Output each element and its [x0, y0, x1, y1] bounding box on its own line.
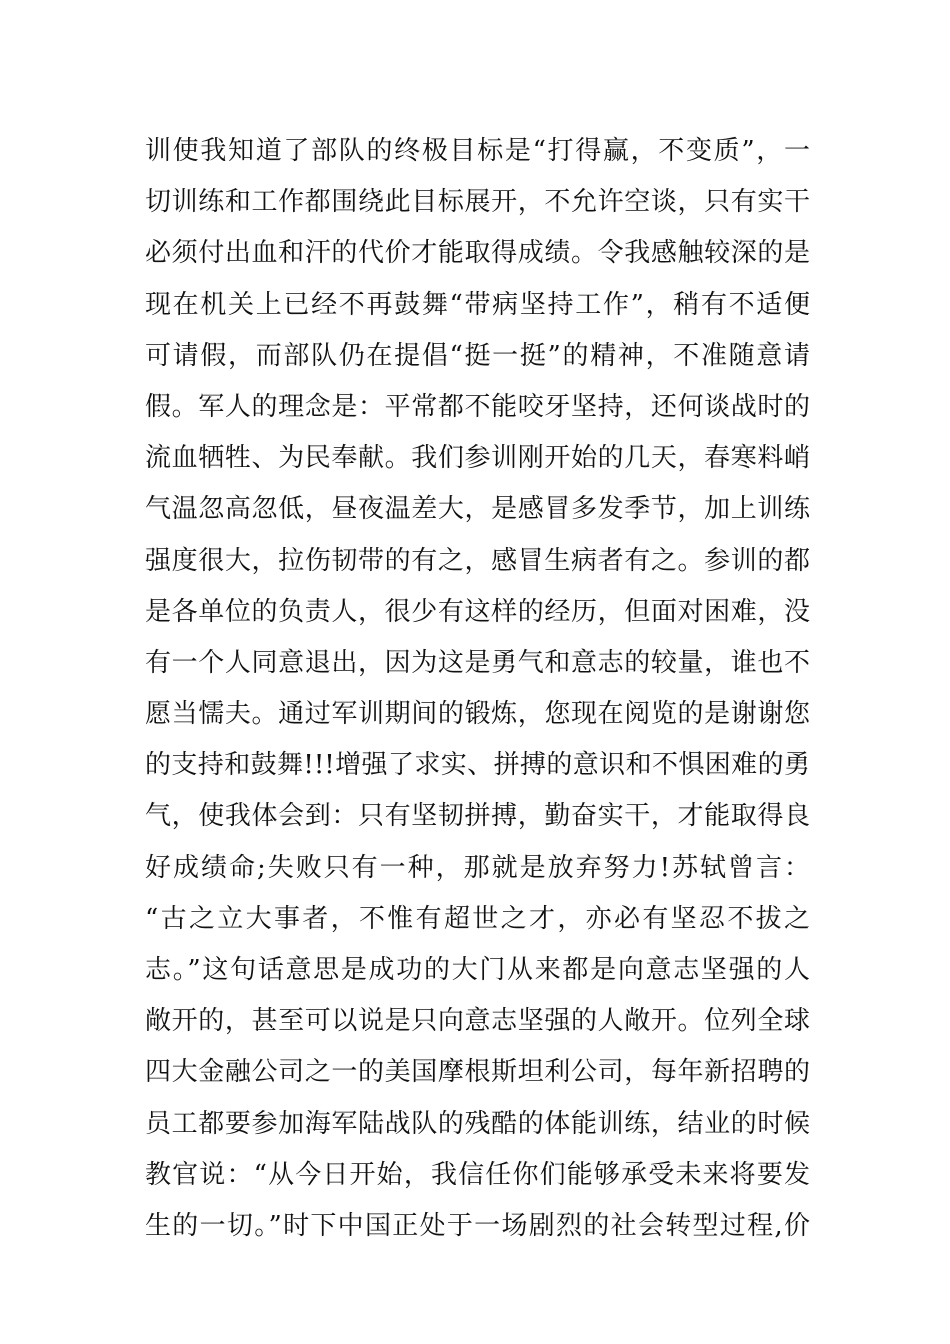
text-line: 是各单位的负责人，很少有这样的经历，但面对困难，没: [145, 596, 810, 627]
body-text: [145, 126, 810, 1252]
text-line: 强度很大，拉伤韧带的有之，感冒生病者有之。参训的都: [145, 545, 810, 576]
text-line: 四大金融公司之一的美国摩根斯坦利公司，每年新招聘的: [145, 1057, 810, 1088]
text-line: 必须付出血和汗的代价才能取得成绩。令我感触较深的是: [145, 238, 810, 269]
text-line: 教官说：“从今日开始，我信任你们能够承受未来将要发: [145, 1159, 810, 1190]
text-line: 切训练和工作都围绕此目标展开，不允许空谈，只有实干: [145, 187, 810, 218]
text-line: 愿当懦夫。通过军训期间的锻炼，您现在阅览的是谢谢您: [145, 699, 810, 730]
text-line: 气，使我体会到：只有坚韧拼搏，勤奋实干，才能取得良: [145, 801, 810, 832]
text-line: 敞开的，甚至可以说是只向意志坚强的人敞开。位列全球: [145, 1006, 810, 1037]
text-line: 训使我知道了部队的终极目标是“打得赢，不变质”，一: [145, 136, 810, 166]
text-line: 气温忽高忽低，昼夜温差大，是感冒多发季节，加上训练: [145, 494, 810, 525]
text-line: 可请假，而部队仍在提倡“挺一挺”的精神，不准随意请: [145, 340, 810, 371]
text-line: 好成绩命;失败只有一种，那就是放弃努力!苏轼曾言：: [145, 852, 810, 883]
text-line: 生的一切。”时下中国正处于一场剧烈的社会转型过程,价: [145, 1210, 810, 1241]
text-line: “古之立大事者，不惟有超世之才，亦必有坚忍不拔之: [145, 903, 810, 934]
text-line: 的支持和鼓舞!!!增强了求实、拼搏的意识和不惧困难的勇: [145, 750, 810, 781]
text-line: 流血牺牲、为民奉献。我们参训刚开始的几天，春寒料峭: [145, 443, 810, 474]
text-line: 志。”这句话意思是成功的大门从来都是向意志坚强的人: [145, 955, 810, 985]
text-line: 员工都要参加海军陆战队的残酷的体能训练，结业的时候: [145, 1108, 810, 1139]
text-line: 有一个人同意退出，因为这是勇气和意志的较量，谁也不: [145, 647, 810, 678]
text-line: 假。军人的理念是：平常都不能咬牙坚持，还何谈战时的: [145, 391, 810, 422]
text-line: 现在机关上已经不再鼓舞“带病坚持工作”，稍有不适便: [145, 289, 810, 320]
